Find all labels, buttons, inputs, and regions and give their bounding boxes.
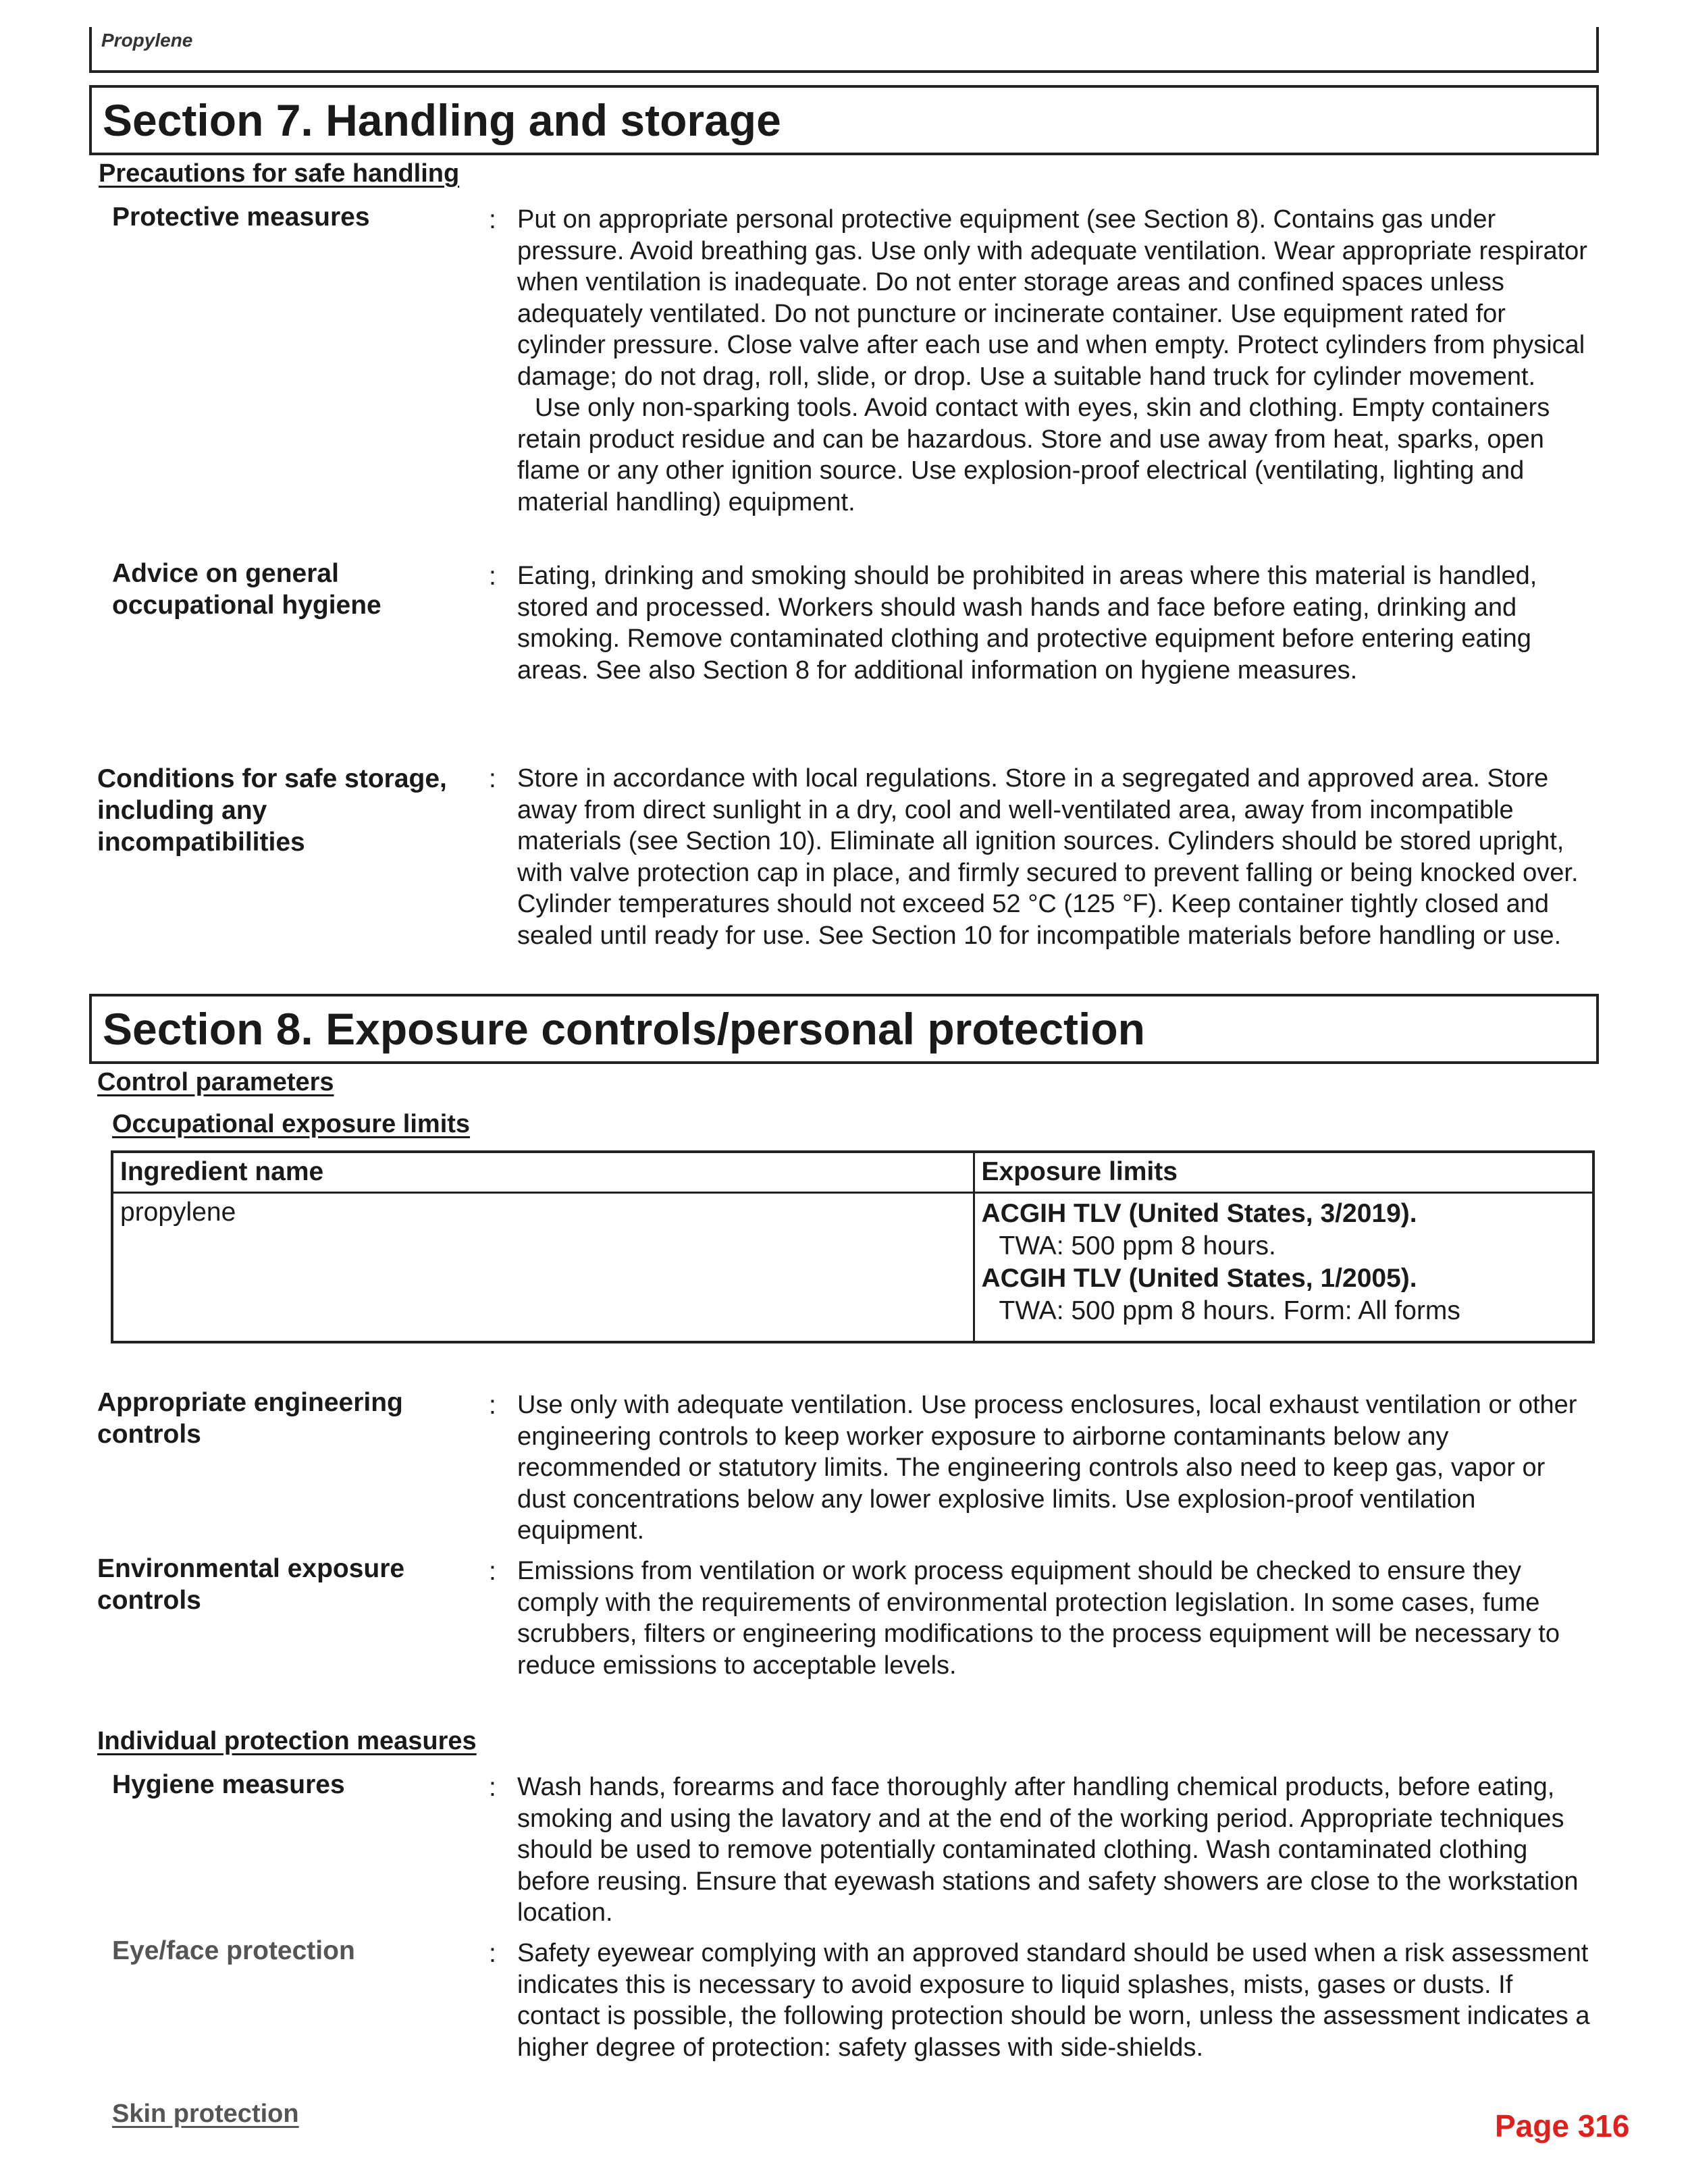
safe-storage-label: Conditions for safe storage, including any incompatibilities (97, 764, 447, 857)
limit-value-1: TWA: 500 ppm 8 hours. (999, 1231, 1276, 1260)
control-parameters-heading: Control parameters (97, 1068, 334, 1096)
protective-measures-p1: Put on appropriate personal protective equipment (see Section 8). Contains gas under pressure. Avoid breathing gas. Use only with adequate ventilation. Wear appropriate respirator when ventilation is inadequate. Do not enter storage areas and confined spaces unless adequately ventilated. Do not puncture or incinerate container. Use equipment rated for cylinder pressure. Close valve after each use and when empty. Protect cylinders from physical damage; do not drag, roll, slide, or drop. Use a suitable hand truck for cylinder movement. (517, 205, 1587, 391)
engineering-controls-label: Appropriate engineering controls (97, 1388, 403, 1449)
colon: : (489, 1557, 496, 1586)
section-7-title: Section 7. Handling and storage (89, 85, 1599, 155)
hygiene-measures-label: Hygiene measures (112, 1770, 345, 1799)
individual-protection-heading: Individual protection measures (97, 1727, 477, 1755)
colon: : (489, 1391, 496, 1420)
col-exposure-header: Exposure limits (974, 1152, 1593, 1192)
table-header-row (112, 1152, 1593, 1192)
limit-source-2: ACGIH TLV (United States, 1/2005). (981, 1263, 1417, 1293)
page-number: Page 316 (1495, 2108, 1630, 2143)
hygiene-measures-text: Wash hands, forearms and face thoroughly after handling chemical products, before eating, smoking and using the lavatory and at the end of the working period. Appropriate techniques should be used to remove potentially contaminated clothing. Wash contaminated clothing before reusing. Ensure that eyewash stations and safety showers are close to the workstation location. (517, 1773, 1579, 1927)
colon: : (489, 1773, 496, 1802)
engineering-controls-text: Use only with adequate ventilation. Use process enclosures, local exhaust ventilation or other engineering controls to keep worker exposure to airborne contaminants below any recommended or statutory limits. The engineering controls also need to keep gas, vapor or dust concentrations below any lower explosive limits. Use explosion-proof ventilation equipment. (517, 1391, 1577, 1545)
table-row (112, 1192, 1593, 1342)
oel-heading: Occupational exposure limits (112, 1110, 471, 1138)
hygiene-advice-label: Advice on general occupational hygiene (112, 559, 381, 620)
precautions-heading: Precautions for safe handling (99, 159, 460, 188)
limit-source-1: ACGIH TLV (United States, 3/2019). (981, 1198, 1417, 1228)
header-box (89, 27, 1599, 73)
skin-protection-heading: Skin protection (112, 2100, 299, 2128)
eye-face-text: Safety eyewear complying with an approved standard should be used when a risk assessment indicates this is necessary to avoid exposure to liquid splashes, mists, gases or dusts. If contact is possible, the following protection should be worn, unless the assessment indicates a higher degree of protection: safety glasses with side-shields. (517, 1939, 1590, 2062)
exposure-cell (974, 1192, 1593, 1342)
ingredient-cell: propylene (112, 1192, 974, 1342)
safe-storage-text: Store in accordance with local regulations. Store in a segregated and approved area. Store away from direct sunlight in a dry, cool and well-ventilated area, away from incompatible materials (see Section 10). Eliminate all ignition sources. Cylinders should be stored upright, with valve protection cap in place, and firmly secured to prevent falling or being knocked over. Cylinder temperatures should not exceed 52 °C (125 °F). Keep container tightly closed and sealed until ready for use. See Section 10 for incompatible materials before handling or use. (517, 764, 1579, 950)
colon: : (489, 1939, 496, 1968)
section-8-title: Section 8. Exposure controls/personal protection (89, 994, 1599, 1064)
exposure-limits-table (111, 1150, 1595, 1343)
environmental-controls-label: Environmental exposure controls (97, 1554, 405, 1615)
hygiene-advice-text: Eating, drinking and smoking should be prohibited in areas where this material is handled, stored and processed. Workers should wash hands and face before eating, drinking and smoking. Remove contaminated clothing and protective equipment before entering eating areas. See also Section 8 for additional information on hygiene measures. (517, 562, 1537, 685)
environmental-controls-text: Emissions from ventilation or work process equipment should be checked to ensure they comply with the requirements of environmental protection legislation. In some cases, fume scrubbers, filters or engineering modifications to the process equipment will be necessary to reduce emissions to acceptable levels. (517, 1557, 1560, 1680)
protective-measures-label: Protective measures (112, 203, 370, 232)
protective-measures-text (517, 204, 1598, 518)
col-ingredient-header: Ingredient name (112, 1152, 974, 1192)
colon: : (489, 562, 496, 591)
protective-measures-p2: Use only non-sparking tools. Avoid contact with eyes, skin and clothing. Empty containers retain product residue and can be hazardous. Store and use away from heat, sparks, open flame or any other ignition source. Use explosion-proof electrical (ventilating, lighting and material handling) equipment. (517, 394, 1550, 516)
eye-face-label: Eye/face protection (112, 1936, 355, 1965)
colon: : (489, 764, 496, 793)
colon: : (489, 205, 496, 234)
limit-value-2: TWA: 500 ppm 8 hours. Form: All forms (999, 1296, 1460, 1325)
product-name: Propylene (101, 30, 193, 51)
